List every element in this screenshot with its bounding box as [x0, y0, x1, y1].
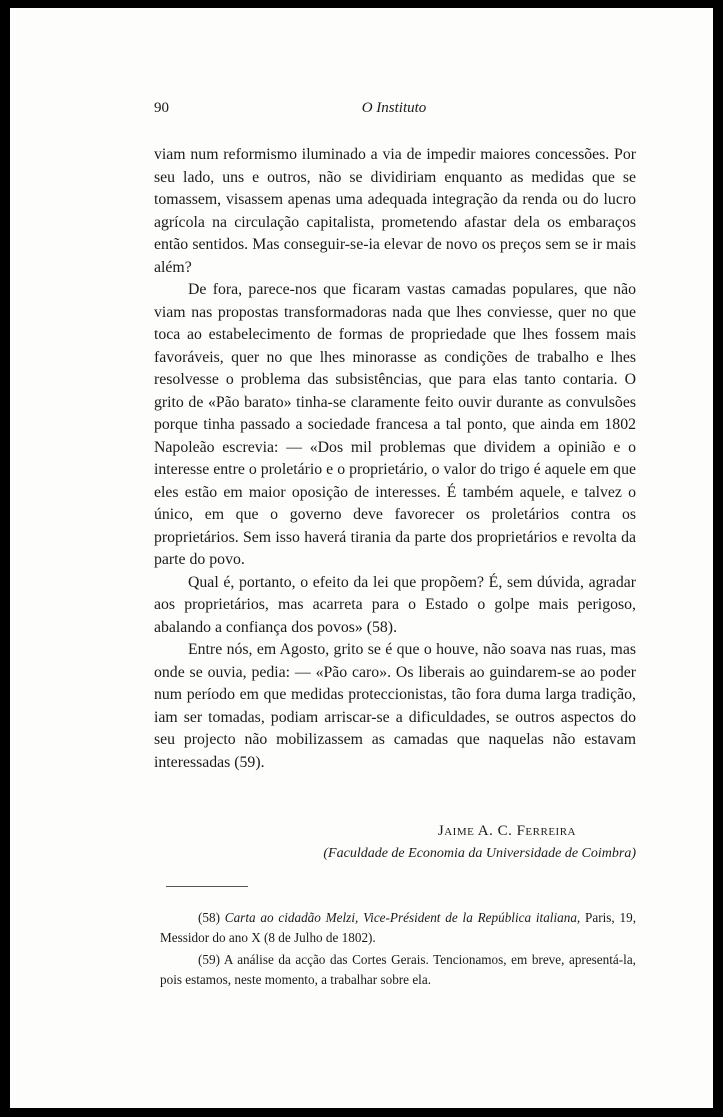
- footnote-divider: [166, 886, 248, 887]
- footnote: [160, 908, 636, 948]
- footnote-text: Paris, 19, Messidor do ano X (8 de Julho de 1802).: [160, 910, 636, 945]
- body-text: [154, 144, 636, 774]
- paragraph: Qual é, portanto, o efeito da lei que propõem? É, sem dúvida, agradar aos proprietários, mas acarreta para o Estado o golpe mais perigoso, abalando a confiança dos povos» (58).: [154, 573, 636, 636]
- page-number: 90: [154, 100, 169, 116]
- running-title: O Instituto: [361, 100, 427, 116]
- paragraph: De fora, parece-nos que ficaram vastas camadas populares, que não viam nas propostas transformadoras nada que lhes conviesse, quer no que toca ao estabelecimento de formas de propriedade que lhes fossem mais favoráveis, quer no que lhes minorasse as condições de trabalho e lhes resolvesse o problema das subsistências, que para elas tanto contaria. O grito de «Pão barato» tinha-se claramente feito ouvir durante as convulsões porque tinha passado a sociedade francesa a tal ponto, que ainda em 1802 Napoleão escrevia: — «Dos mil problemas que dividem a opinião e o interesse entre o proletário e o proprietário, o valor do trigo é aquele em que eles estão em maior oposição de interesses. É também aquele, e talvez o único, em que o governo deve favorecer os proletários contra os proprietários. Sem isso haverá tirania da parte dos proprietários e revolta da parte do povo.: [154, 281, 636, 568]
- signature-block: [154, 823, 636, 862]
- footnote-text: A análise da acção das Cortes Gerais. Tencionamos, em breve, apresentá-la, pois estamos, neste momento, a trabalhar sobre ela.: [160, 952, 636, 987]
- footnote-id: (59): [198, 952, 220, 967]
- paragraph: Entre nós, em Agosto, grito se é que o houve, não soava nas ruas, mas onde se ouvia, pedia: — «Pão caro». Os liberais ao guindarem-se ao poder num período em que medidas proteccionistas, tão fora duma larga tradição, iam ser tomadas, podiam arriscar-se a dificuldades, se outros aspectos do seu projecto não mobilizassem as camadas que naquelas não estavam interessadas (59).: [154, 641, 636, 771]
- author-affiliation: (Faculdade de Economia da Universidade de Coimbra): [323, 846, 636, 861]
- footnotes: [160, 908, 636, 992]
- author-name: Jaime A. C. Ferreira: [437, 823, 576, 839]
- paragraph: viam num reformismo iluminado a via de impedir maiores concessões. Por seu lado, uns e outros, não se dividiriam enquanto as medidas que se tomassem, visassem apenas uma adequada integração da renda ou do lucro agrícola na circulação capitalista, prometendo afastar dela os embaraços então sentidos. Mas conseguir-se-ia elevar de novo os preços sem se ir mais além?: [154, 146, 636, 276]
- footnote-italic-text: Carta ao cidadão Melzi, Vice-Président de la República italiana,: [224, 910, 581, 925]
- footnote: [160, 950, 636, 990]
- footnote-id: (58): [198, 910, 220, 925]
